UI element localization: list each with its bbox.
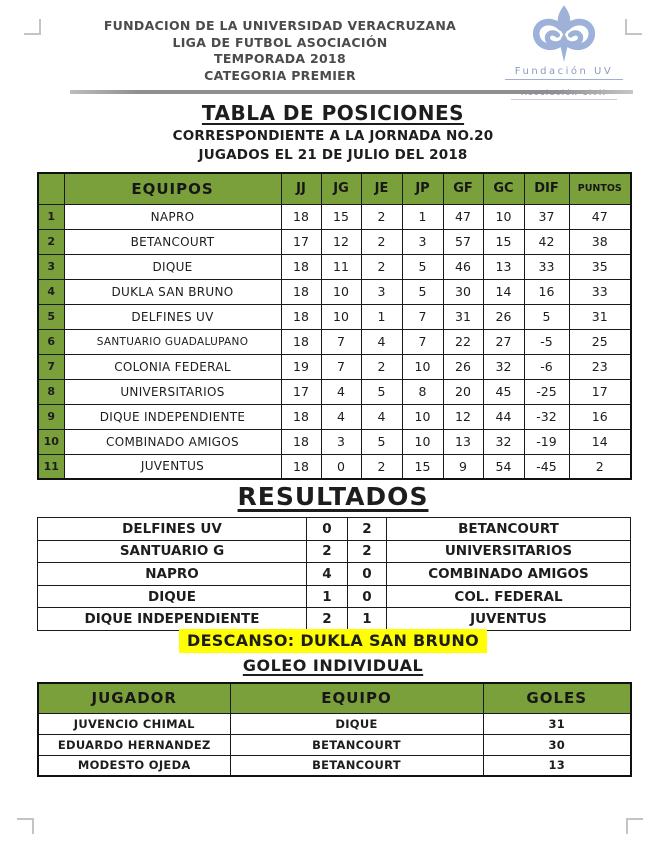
jj: 18: [281, 429, 321, 454]
away-team: JUVENTUS: [387, 608, 631, 631]
gc: 44: [483, 404, 524, 429]
player-team: DIQUE: [230, 713, 483, 734]
jj: 19: [281, 354, 321, 379]
rest-note-badge: DESCANSO: DUKLA SAN BRUNO: [179, 629, 487, 653]
team-name: COMBINADO AMIGOS: [64, 429, 281, 454]
gc: 32: [483, 354, 524, 379]
away-team: COMBINADO AMIGOS: [387, 563, 631, 586]
pts: 2: [569, 454, 631, 479]
team-name: SANTUARIO GUADALUPANO: [64, 329, 281, 354]
col-equipos: EQUIPOS: [64, 173, 281, 204]
dif: 33: [524, 254, 569, 279]
col-puntos: PUNTOS: [569, 173, 631, 204]
letterhead-line-1: FUNDACION DE LA UNIVERSIDAD VERACRUZANA: [103, 18, 457, 33]
gf: 26: [443, 354, 483, 379]
away-team: COL. FEDERAL: [387, 585, 631, 608]
je: 2: [361, 454, 402, 479]
jg: 4: [321, 404, 361, 429]
fundacion-uv-logo: [505, 5, 623, 100]
player-name: EDUARDO HERNANDEZ: [38, 734, 230, 755]
rank: 9: [38, 404, 64, 429]
jj: 18: [281, 304, 321, 329]
divider-rule: [70, 90, 633, 94]
rank: 11: [38, 454, 64, 479]
jj: 17: [281, 379, 321, 404]
jj: 18: [281, 329, 321, 354]
letterhead: [60, 18, 500, 84]
gf: 47: [443, 204, 483, 229]
pts: 38: [569, 229, 631, 254]
jg: 11: [321, 254, 361, 279]
rank: 1: [38, 204, 64, 229]
jp: 1: [402, 204, 443, 229]
jg: 7: [321, 354, 361, 379]
rank: 6: [38, 329, 64, 354]
standings-table: [37, 172, 632, 480]
jj: 18: [281, 404, 321, 429]
jp: 7: [402, 329, 443, 354]
pts: 14: [569, 429, 631, 454]
pts: 17: [569, 379, 631, 404]
gc: 26: [483, 304, 524, 329]
player-goals: 31: [483, 713, 631, 734]
rank: 8: [38, 379, 64, 404]
gf: 46: [443, 254, 483, 279]
jg: 7: [321, 329, 361, 354]
crop-mark-top-right: [625, 19, 642, 35]
je: 2: [361, 204, 402, 229]
jg: 0: [321, 454, 361, 479]
je: 2: [361, 354, 402, 379]
jg: 10: [321, 304, 361, 329]
home-score: 2: [307, 608, 348, 631]
team-name: DIQUE: [64, 254, 281, 279]
match-row: [38, 563, 631, 586]
away-team: UNIVERSITARIOS: [387, 540, 631, 563]
jj: 18: [281, 204, 321, 229]
jg: 4: [321, 379, 361, 404]
rank: 5: [38, 304, 64, 329]
col-goles: GOLES: [483, 683, 631, 713]
table-row: [38, 404, 631, 429]
gf: 22: [443, 329, 483, 354]
jp: 10: [402, 354, 443, 379]
team-name: DIQUE INDEPENDIENTE: [64, 404, 281, 429]
gf: 12: [443, 404, 483, 429]
table-row: [38, 354, 631, 379]
fleur-de-lis-icon: [531, 5, 597, 65]
rank: 7: [38, 354, 64, 379]
gf: 20: [443, 379, 483, 404]
dif: 5: [524, 304, 569, 329]
home-score: 2: [307, 540, 348, 563]
jg: 10: [321, 279, 361, 304]
pts: 35: [569, 254, 631, 279]
away-score: 2: [348, 540, 387, 563]
je: 4: [361, 329, 402, 354]
away-score: 2: [348, 518, 387, 541]
col-je: JE: [361, 173, 402, 204]
table-row: [38, 254, 631, 279]
rank: 2: [38, 229, 64, 254]
scorers-header-row: [38, 683, 631, 713]
home-team: DIQUE INDEPENDIENTE: [38, 608, 307, 631]
crop-mark-top-left: [24, 19, 41, 35]
table-row: [38, 304, 631, 329]
letterhead-line-4: CATEGORIA PREMIER: [204, 67, 356, 83]
title-block: [0, 101, 666, 163]
je: 2: [361, 229, 402, 254]
dif: -45: [524, 454, 569, 479]
pts: 47: [569, 204, 631, 229]
home-team: SANTUARIO G: [38, 540, 307, 563]
col-dif: DIF: [524, 173, 569, 204]
gf: 13: [443, 429, 483, 454]
je: 3: [361, 279, 402, 304]
rank: 4: [38, 279, 64, 304]
match-row: [38, 540, 631, 563]
match-row: [38, 585, 631, 608]
dif: -32: [524, 404, 569, 429]
dif: -5: [524, 329, 569, 354]
scorer-row: [38, 755, 631, 776]
rank: 10: [38, 429, 64, 454]
scorer-row: [38, 713, 631, 734]
jg: 15: [321, 204, 361, 229]
results-heading: [0, 482, 666, 511]
pts: 25: [569, 329, 631, 354]
dif: -19: [524, 429, 569, 454]
scorers-heading: [0, 656, 666, 675]
pts: 23: [569, 354, 631, 379]
jp: 5: [402, 279, 443, 304]
gf: 57: [443, 229, 483, 254]
jg: 3: [321, 429, 361, 454]
jj: 17: [281, 229, 321, 254]
home-team: DELFINES UV: [38, 518, 307, 541]
rank: 3: [38, 254, 64, 279]
dif: -6: [524, 354, 569, 379]
away-score: 0: [348, 563, 387, 586]
home-score: 0: [307, 518, 348, 541]
match-row: [38, 608, 631, 631]
table-row: [38, 204, 631, 229]
gc: 14: [483, 279, 524, 304]
jj: 18: [281, 279, 321, 304]
subtitle-jornada: CORRESPONDIENTE A LA JORNADA NO.20: [172, 128, 494, 144]
jg: 12: [321, 229, 361, 254]
team-name: NAPRO: [64, 204, 281, 229]
dif: 16: [524, 279, 569, 304]
col-jg: JG: [321, 173, 361, 204]
col-pos: [38, 173, 64, 204]
page-title: TABLA DE POSICIONES: [201, 101, 465, 125]
dif: 42: [524, 229, 569, 254]
scorers-title: GOLEO INDIVIDUAL: [242, 656, 424, 675]
jp: 5: [402, 254, 443, 279]
home-team: NAPRO: [38, 563, 307, 586]
gc: 32: [483, 429, 524, 454]
team-name: DUKLA SAN BRUNO: [64, 279, 281, 304]
je: 1: [361, 304, 402, 329]
gf: 31: [443, 304, 483, 329]
col-equipo: EQUIPO: [230, 683, 483, 713]
crop-mark-bottom-right: [626, 818, 643, 834]
je: 2: [361, 254, 402, 279]
jp: 7: [402, 304, 443, 329]
gc: 27: [483, 329, 524, 354]
table-row: [38, 429, 631, 454]
gc: 13: [483, 254, 524, 279]
team-name: COLONIA FEDERAL: [64, 354, 281, 379]
home-team: DIQUE: [38, 585, 307, 608]
gc: 10: [483, 204, 524, 229]
home-score: 1: [307, 585, 348, 608]
gc: 54: [483, 454, 524, 479]
player-name: MODESTO OJEDA: [38, 755, 230, 776]
col-gf: GF: [443, 173, 483, 204]
jj: 18: [281, 454, 321, 479]
player-team: BETANCOURT: [230, 734, 483, 755]
player-goals: 30: [483, 734, 631, 755]
dif: 37: [524, 204, 569, 229]
team-name: JUVENTUS: [64, 454, 281, 479]
gf: 9: [443, 454, 483, 479]
away-score: 1: [348, 608, 387, 631]
away-score: 0: [348, 585, 387, 608]
gf: 30: [443, 279, 483, 304]
team-name: UNIVERSITARIOS: [64, 379, 281, 404]
player-team: BETANCOURT: [230, 755, 483, 776]
col-gc: GC: [483, 173, 524, 204]
scorer-row: [38, 734, 631, 755]
pts: 33: [569, 279, 631, 304]
col-jugador: JUGADOR: [38, 683, 230, 713]
jp: 3: [402, 229, 443, 254]
results-table: [37, 517, 631, 631]
letterhead-line-3: TEMPORADA 2018: [214, 51, 346, 66]
jp: 10: [402, 429, 443, 454]
pts: 31: [569, 304, 631, 329]
gc: 45: [483, 379, 524, 404]
results-title: RESULTADOS: [237, 482, 429, 511]
player-name: JUVENCIO CHIMAL: [38, 713, 230, 734]
away-team: BETANCOURT: [387, 518, 631, 541]
player-goals: 13: [483, 755, 631, 776]
gc: 15: [483, 229, 524, 254]
jj: 18: [281, 254, 321, 279]
logo-name: Fundación UV: [505, 66, 623, 80]
team-name: BETANCOURT: [64, 229, 281, 254]
col-jp: JP: [402, 173, 443, 204]
dif: -25: [524, 379, 569, 404]
rest-note-wrap: [0, 629, 666, 653]
match-row: [38, 518, 631, 541]
col-jj: JJ: [281, 173, 321, 204]
table-row: [38, 379, 631, 404]
je: 5: [361, 379, 402, 404]
pts: 16: [569, 404, 631, 429]
scorers-table: [37, 682, 632, 777]
crop-mark-bottom-left: [17, 818, 34, 834]
table-row: [38, 454, 631, 479]
subtitle-fecha: JUGADOS EL 21 DE JULIO DEL 2018: [198, 147, 468, 163]
jp: 8: [402, 379, 443, 404]
standings-header-row: [38, 173, 631, 204]
je: 5: [361, 429, 402, 454]
table-row: [38, 229, 631, 254]
jp: 15: [402, 454, 443, 479]
je: 4: [361, 404, 402, 429]
home-score: 4: [307, 563, 348, 586]
table-row: [38, 329, 631, 354]
team-name: DELFINES UV: [64, 304, 281, 329]
table-row: [38, 279, 631, 304]
letterhead-line-2: LIGA DE FUTBOL ASOCIACIÓN: [172, 34, 388, 50]
jp: 10: [402, 404, 443, 429]
